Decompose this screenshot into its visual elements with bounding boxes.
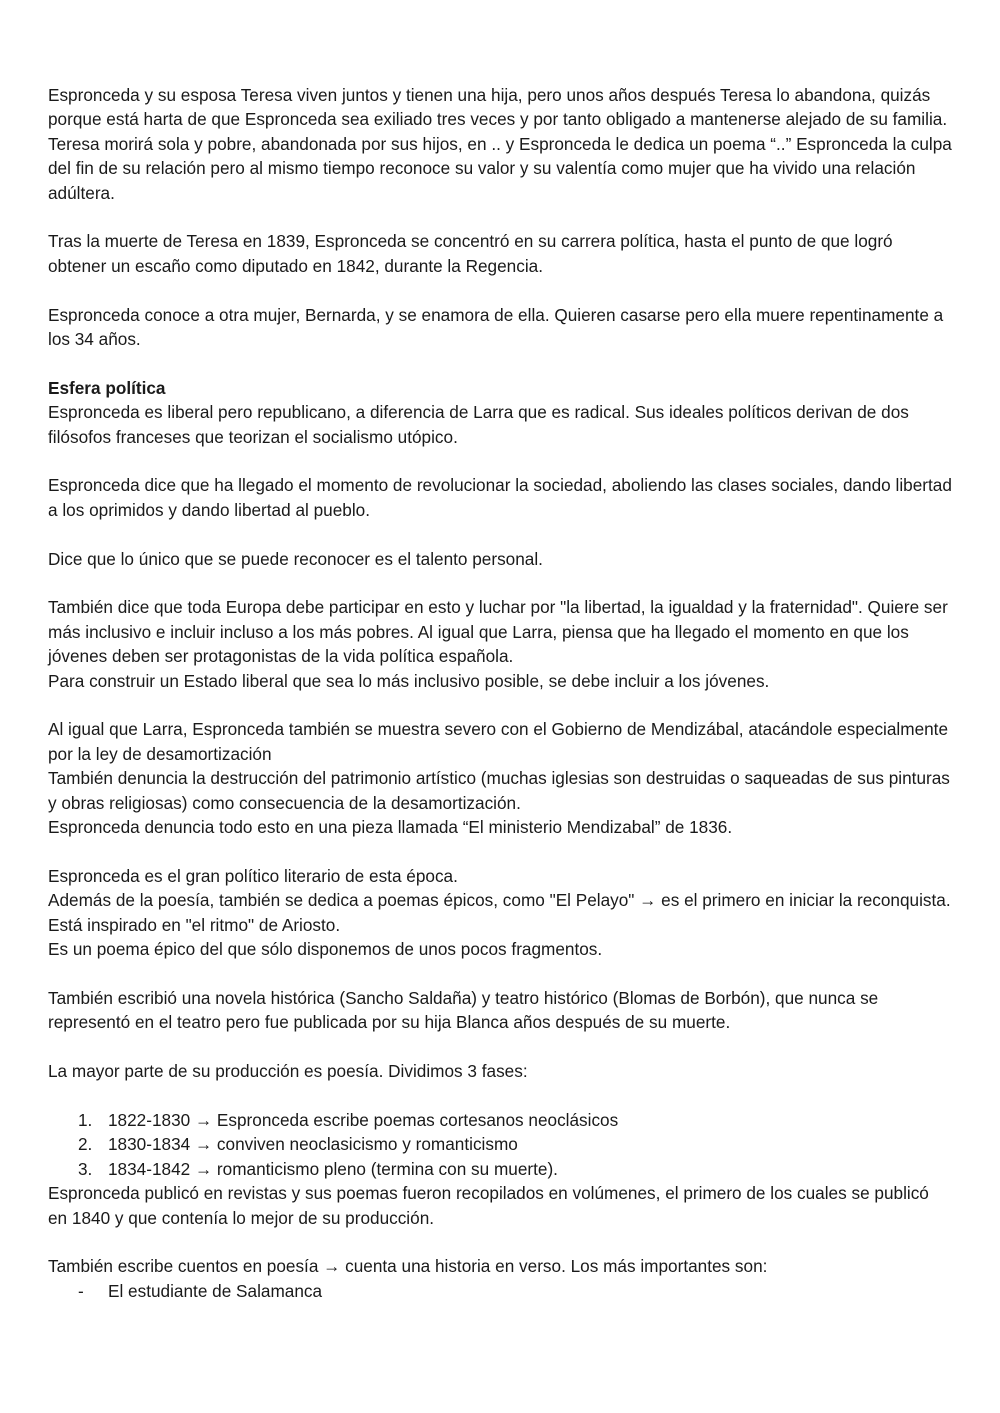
list-item-text: 1830-1834 → conviven neoclasicismo y romanticismo (108, 1134, 518, 1155)
list-dash: - (78, 1280, 84, 1301)
list-number: 2. (78, 1134, 93, 1155)
paragraph-mendizabal: Al igual que Larra, Espronceda también se muestra severo con el Gobierno de Mendizábal, atacándole especialmente por la ley de desamortización (48, 719, 949, 764)
paragraph-patrimonio: También denuncia la destrucción del patrimonio artístico (muchas iglesias son destruidas o saqueadas de sus pinturas y obras religiosas) como consecuencia de la desamortización. (48, 768, 950, 813)
paragraph-novela-teatro: También escribió una novela histórica (Sancho Saldaña) y teatro histórico (Blomas de Borbón), que nunca se representó en el teatro pero fue publicada por su hija Blanca años después de su muerte. (48, 987, 879, 1033)
paragraph-fragmentos: Es un poema épico del que sólo disponemos de unos pocos fragmentos. (48, 939, 603, 960)
paragraph-europa: También dice que toda Europa debe participar en esto y luchar por "la libertad, la igualdad y la fraternidad". Quiere ser más inclusivo e incluir incluso a los más pobres. Al igual que Larra, piensa que ha llegado el momento en que los jóvenes deben ser protagonistas de la vida política española. (48, 597, 948, 667)
paragraph-talento: Dice que lo único que se puede reconocer es el talento personal. (48, 548, 543, 569)
list-item-text: El estudiante de Salamanca (108, 1280, 323, 1301)
paragraph-estado-liberal: Para construir un Estado liberal que sea lo más inclusivo posible, se debe incluir a los jóvenes. (48, 670, 770, 691)
list-item-text: 1822-1830 → Espronceda escribe poemas cortesanos neoclásicos (108, 1109, 619, 1130)
list-item (48, 1279, 952, 1303)
list-item (48, 1157, 952, 1181)
paragraph-revolucion: Espronceda dice que ha llegado el momento de revolucionar la sociedad, aboliendo las clases sociales, dando libertad a los oprimidos y dando libertad al pueblo. (48, 475, 952, 520)
paragraph-politico-literario: Espronceda es el gran político literario de esta época. (48, 865, 458, 886)
list-item (48, 1132, 952, 1156)
list-item-text: 1834-1842 → romanticismo pleno (termina con su muerte). (108, 1158, 558, 1179)
paragraph-teresa-abandono: Espronceda y su esposa Teresa viven juntos y tienen una hija, pero unos años después Teresa lo abandona, quizás porque está harta de que Espronceda sea exiliado tres veces y por tanto obligado a mantenerse alejado de su familia. (48, 85, 948, 130)
paragraph-fases-intro: La mayor parte de su producción es poesía. Dividimos 3 fases: (48, 1061, 528, 1082)
paragraph-revistas: Espronceda publicó en revistas y sus poemas fueron recopilados en volúmenes, el primero de los cuales se publicó en 1840 y que contenía lo mejor de su producción. (48, 1183, 929, 1228)
list-number: 1. (78, 1109, 93, 1130)
paragraph-pelayo: Además de la poesía, también se dedica a poemas épicos, como "El Pelayo" → es el primero en iniciar la reconquista. Está inspirado en "el ritmo" de Ariosto. (48, 890, 951, 935)
paragraph-bernarda: Espronceda conoce a otra mujer, Bernarda, y se enamora de ella. Quieren casarse pero ella muere repentinamente a los 34 años. (48, 304, 944, 350)
paragraph-ministerio: Espronceda denuncia todo esto en una pieza llamada “El ministerio Mendizabal” de 1836. (48, 817, 733, 838)
list-item (48, 1108, 952, 1132)
list-number: 3. (78, 1158, 93, 1179)
tales-list (48, 1279, 952, 1303)
phases-list (48, 1108, 952, 1181)
paragraph-teresa-muerte: Teresa morirá sola y pobre, abandonada por sus hijos, en .. y Espronceda le dedica un poema “..” Espronceda la culpa del fin de su relación pero al mismo tiempo reconoce su valor y su valentía como mujer que ha vivido una relación adúltera. (48, 133, 952, 203)
paragraph-cuentos: También escribe cuentos en poesía → cuenta una historia en verso. Los más importantes son: (48, 1256, 768, 1277)
section-heading-esfera-politica: Esfera política (48, 377, 166, 398)
paragraph-carrera-politica: Tras la muerte de Teresa en 1839, Espronceda se concentró en su carrera política, hasta el punto de que logró obtener un escaño como diputado en 1842, durante la Regencia. (48, 231, 893, 276)
paragraph-ideales: Espronceda es liberal pero republicano, a diferencia de Larra que es radical. Sus ideales políticos derivan de dos filósofos franceses que teorizan el socialismo utópico. (48, 402, 909, 447)
